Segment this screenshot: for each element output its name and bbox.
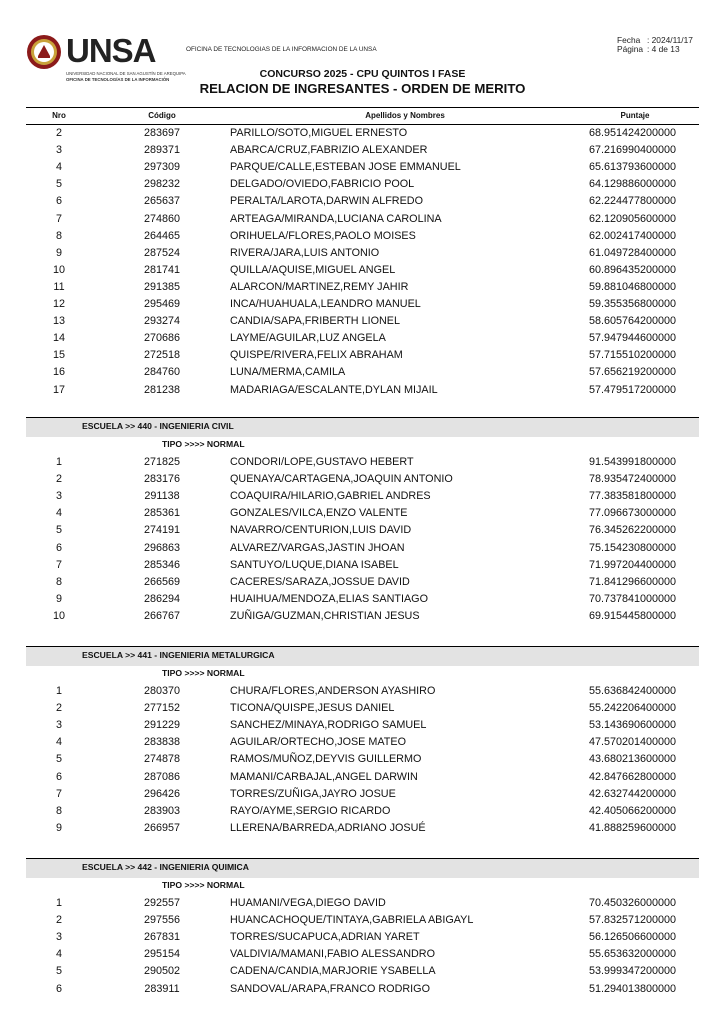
row-codigo: 296426 — [143, 787, 181, 800]
row-puntaje: 55.636842400000 — [589, 685, 677, 697]
row-nro: 3 — [55, 144, 62, 157]
row-puntaje: 57.832571200000 — [589, 914, 677, 927]
row-nro: 6 — [55, 541, 62, 554]
table-row — [0, 471, 725, 488]
row-nro: 5 — [55, 524, 62, 537]
table-row — [0, 751, 725, 768]
section-title: ESCUELA >> 440 - INGENIERIA CIVIL — [82, 421, 234, 431]
row-nro: 5 — [55, 753, 62, 766]
table-row — [0, 488, 725, 505]
table-row — [0, 330, 725, 347]
row-nombre: SANDOVAL/ARAPA,FRANCO RODRIGO — [230, 982, 430, 995]
row-codigo: 296863 — [143, 541, 181, 554]
row-nombre: CADENA/CANDIA,MARJORIE YSABELLA — [230, 965, 436, 978]
table-row — [0, 769, 725, 786]
table-row — [0, 364, 725, 381]
row-codigo: 283911 — [144, 982, 180, 995]
row-nombre: MADARIAGA/ESCALANTE,DYLAN MIJAIL — [230, 383, 438, 396]
row-codigo: 271825 — [143, 456, 181, 468]
row-codigo: 285346 — [143, 558, 181, 571]
row-nombre: CANDIA/SAPA,FRIBERTH LIONEL — [230, 315, 400, 328]
row-nro: 11 — [53, 280, 65, 293]
row-codigo: 281238 — [143, 383, 181, 396]
row-nro: 8 — [55, 229, 62, 242]
row-nombre: TICONA/QUISPE,JESUS DANIEL — [230, 702, 395, 715]
table-row — [0, 591, 725, 608]
row-nro: 3 — [55, 931, 62, 944]
row-puntaje: 42.405066200000 — [589, 804, 677, 817]
row-nro: 3 — [55, 490, 62, 503]
table-row — [0, 540, 725, 557]
row-nro: 6 — [55, 195, 62, 208]
row-nombre: INCA/HUAHUALA,LEANDRO MANUEL — [230, 298, 421, 310]
row-codigo: 270686 — [143, 332, 181, 345]
row-puntaje: 67.216990400000 — [589, 144, 677, 157]
row-nro: 7 — [55, 787, 62, 800]
row-nro: 13 — [52, 315, 65, 328]
row-codigo: 292557 — [143, 897, 181, 909]
row-puntaje: 60.896435200000 — [589, 263, 677, 276]
table-row — [0, 193, 725, 210]
office-name: OFICINA DE TECNOLOGIAS DE LA INFORMACION DE LA UNSA — [186, 46, 377, 53]
row-nro: 2 — [55, 127, 62, 139]
row-nro: 9 — [55, 246, 62, 259]
row-nombre: MAMANI/CARBAJAL,ANGEL DARWIN — [230, 770, 418, 783]
row-nro: 6 — [55, 982, 62, 995]
row-codigo: 290502 — [143, 965, 181, 978]
row-nro: 5 — [55, 178, 62, 191]
table-row — [0, 262, 725, 279]
row-nro: 8 — [55, 804, 62, 817]
row-puntaje: 69.915445800000 — [589, 609, 677, 622]
table-row — [0, 734, 725, 751]
table-row — [0, 683, 725, 700]
row-codigo: 291138 — [144, 490, 180, 503]
row-puntaje: 43.680213600000 — [589, 753, 677, 766]
row-puntaje: 70.450326000000 — [589, 897, 677, 909]
row-puntaje: 57.656219200000 — [589, 366, 677, 379]
row-nro: 9 — [55, 821, 62, 834]
table-row — [0, 557, 725, 574]
row-nombre: AGUILAR/ORTECHO,JOSE MATEO — [230, 736, 406, 749]
section-header — [26, 858, 699, 878]
row-nro: 7 — [55, 558, 62, 571]
row-puntaje: 57.715510200000 — [589, 349, 677, 362]
col-header-codigo: Código — [148, 111, 176, 120]
row-nombre: QUISPE/RIVERA,FELIX ABRAHAM — [230, 349, 403, 362]
logo-subtitle: UNIVERSIDAD NACIONAL DE SAN AGUSTÍN DE AREQUIPA — [66, 71, 186, 76]
row-codigo: 272518 — [143, 349, 181, 362]
row-codigo: 283903 — [143, 804, 181, 817]
table-row — [0, 159, 725, 176]
row-nro: 17 — [52, 383, 65, 396]
row-nombre: CONDORI/LOPE,GUSTAVO HEBERT — [230, 456, 414, 468]
row-codigo: 287524 — [143, 246, 181, 259]
table-row — [0, 211, 725, 228]
row-nombre: ARTEAGA/MIRANDA,LUCIANA CAROLINA — [230, 212, 442, 225]
table-row — [0, 505, 725, 522]
table-row — [0, 142, 725, 159]
row-nro: 2 — [55, 473, 62, 486]
row-puntaje: 42.632744200000 — [589, 787, 677, 800]
row-nombre: RAYO/AYME,SERGIO RICARDO — [230, 804, 391, 817]
row-nombre: HUAIHUA/MENDOZA,ELIAS SANTIAGO — [230, 592, 428, 605]
row-nombre: COAQUIRA/HILARIO,GABRIEL ANDRES — [230, 490, 431, 503]
row-puntaje: 57.479517200000 — [589, 383, 677, 396]
row-nro: 4 — [55, 507, 62, 520]
row-codigo: 283838 — [143, 736, 181, 749]
row-codigo: 285361 — [143, 507, 181, 520]
row-puntaje: 78.935472400000 — [589, 473, 677, 486]
row-puntaje: 59.355356800000 — [589, 298, 677, 310]
row-codigo: 266957 — [143, 821, 181, 834]
row-nro: 6 — [55, 770, 62, 783]
row-puntaje: 62.224477800000 — [589, 195, 677, 208]
row-nro: 3 — [55, 719, 62, 732]
table-row — [0, 820, 725, 837]
row-puntaje: 56.126506600000 — [589, 931, 677, 944]
section-title: ESCUELA >> 441 - INGENIERIA METALURGICA — [82, 650, 275, 660]
row-nombre: CHURA/FLORES,ANDERSON AYASHIRO — [230, 685, 436, 697]
table-row — [0, 522, 725, 539]
row-codigo: 265637 — [143, 195, 181, 208]
row-nombre: TORRES/SUCAPUCA,ADRIAN YARET — [230, 931, 420, 944]
row-codigo: 266767 — [143, 609, 181, 622]
row-nombre: LLERENA/BARREDA,ADRIANO JOSUÉ — [230, 821, 426, 834]
row-codigo: 264465 — [143, 229, 181, 242]
row-puntaje: 47.570201400000 — [589, 736, 677, 749]
row-nro: 10 — [52, 609, 65, 622]
logo-wordmark: UNSA — [66, 32, 156, 69]
table-row — [0, 382, 725, 399]
table-row — [0, 279, 725, 296]
row-puntaje: 42.847662800000 — [589, 770, 677, 783]
row-nombre: PARQUE/CALLE,ESTEBAN JOSE EMMANUEL — [230, 161, 461, 174]
col-header-nro: Nro — [52, 111, 66, 120]
row-nombre: HUANCACHOQUE/TINTAYA,GABRIELA ABIGAYL — [230, 914, 474, 927]
row-nombre: CACERES/SARAZA,JOSSUE DAVID — [230, 575, 410, 588]
table-row — [0, 929, 725, 946]
row-codigo: 297556 — [143, 914, 181, 927]
header-rule-top — [26, 107, 699, 108]
row-puntaje: 77.096673000000 — [589, 507, 677, 520]
row-nro: 4 — [55, 948, 62, 961]
row-nombre: SANCHEZ/MINAYA,RODRIGO SAMUEL — [230, 719, 427, 732]
table-row — [0, 245, 725, 262]
table-row — [0, 125, 725, 142]
row-nombre: PERALTA/LAROTA,DARWIN ALFREDO — [230, 195, 423, 208]
row-nombre: DELGADO/OVIEDO,FABRICIO POOL — [230, 178, 415, 191]
row-codigo: 277152 — [143, 702, 181, 715]
row-nro: 9 — [55, 592, 62, 605]
row-codigo: 291385 — [143, 280, 181, 293]
row-codigo: 291229 — [143, 719, 181, 732]
row-puntaje: 71.997204400000 — [589, 558, 677, 571]
row-nombre: ALVAREZ/VARGAS,JASTIN JHOAN — [230, 541, 405, 554]
row-puntaje: 76.345262200000 — [589, 524, 677, 537]
row-nombre: HUAMANI/VEGA,DIEGO DAVID — [230, 897, 386, 909]
row-puntaje: 70.737841000000 — [589, 592, 677, 605]
row-nombre: ABARCA/CRUZ,FABRIZIO ALEXANDER — [230, 144, 428, 157]
row-codigo: 295154 — [143, 948, 181, 961]
row-codigo: 274878 — [143, 753, 181, 766]
row-puntaje: 51.294013800000 — [589, 982, 677, 995]
table-row — [0, 912, 725, 929]
row-nro: 1 — [55, 456, 62, 468]
row-puntaje: 64.129886000000 — [589, 178, 677, 191]
table-row — [0, 786, 725, 803]
row-nro: 1 — [55, 897, 62, 909]
row-codigo: 274860 — [143, 212, 181, 225]
page-number: : 4 de 13 — [647, 44, 680, 54]
row-nombre: ALARCON/MARTINEZ,REMY JAHIR — [230, 280, 409, 293]
section-type: TIPO >>>> NORMAL — [162, 880, 245, 890]
table-row — [0, 574, 725, 591]
row-nombre: PARILLO/SOTO,MIGUEL ERNESTO — [230, 127, 408, 139]
table-row — [0, 296, 725, 313]
row-puntaje: 53.999347200000 — [589, 965, 677, 978]
row-puntaje: 68.951424200000 — [589, 127, 677, 139]
row-nro: 1 — [55, 685, 62, 697]
table-row — [0, 347, 725, 364]
row-nro: 10 — [52, 263, 65, 276]
table-row — [0, 981, 725, 998]
row-nombre: RAMOS/MUÑOZ,DEYVIS GUILLERMO — [230, 753, 422, 766]
row-nombre: ORIHUELA/FLORES,PAOLO MOISES — [230, 229, 416, 242]
table-row — [0, 608, 725, 625]
row-codigo: 286294 — [143, 592, 181, 605]
row-codigo: 287086 — [143, 770, 181, 783]
row-nro: 2 — [55, 702, 62, 715]
section-header — [26, 417, 699, 437]
row-puntaje: 71.841296600000 — [589, 575, 677, 588]
row-nombre: LUNA/MERMA,CAMILA — [230, 366, 346, 379]
section-type: TIPO >>>> NORMAL — [162, 439, 245, 449]
row-nombre: VALDIVIA/MAMANI,FABIO ALESSANDRO — [230, 948, 435, 961]
row-codigo: 283697 — [143, 127, 181, 139]
row-nombre: LAYME/AGUILAR,LUZ ANGELA — [230, 332, 386, 345]
row-puntaje: 55.653632000000 — [589, 948, 677, 961]
table-row — [0, 895, 725, 912]
row-nombre: GONZALES/VILCA,ENZO VALENTE — [230, 507, 408, 520]
table-row — [0, 803, 725, 820]
table-row — [0, 228, 725, 245]
contest-title: CONCURSO 2025 - CPU QUINTOS I FASE — [259, 68, 466, 80]
row-nombre: ZUÑIGA/GUZMAN,CHRISTIAN JESUS — [230, 609, 420, 622]
row-nombre: QUILLA/AQUISE,MIGUEL ANGEL — [230, 263, 396, 276]
unsa-seal-icon — [26, 34, 62, 70]
row-puntaje: 65.613793600000 — [589, 161, 677, 174]
row-nombre: RIVERA/JARA,LUIS ANTONIO — [230, 246, 380, 259]
row-nro: 8 — [55, 575, 62, 588]
row-nombre: NAVARRO/CENTURION,LUIS DAVID — [230, 524, 412, 537]
date-value: : 2024/11/17 — [647, 35, 693, 45]
logo-office: OFICINA DE TECNOLOGÍAS DE LA INFORMACIÓN — [66, 77, 170, 82]
row-codigo: 281741 — [143, 263, 181, 276]
table-row — [0, 963, 725, 980]
row-nro: 12 — [52, 298, 65, 310]
table-row — [0, 313, 725, 330]
page-label: Página — [617, 44, 644, 54]
row-codigo: 266569 — [143, 575, 181, 588]
row-nro: 7 — [55, 212, 62, 225]
row-codigo: 267831 — [143, 931, 181, 944]
row-codigo: 274191 — [143, 524, 181, 537]
row-nro: 5 — [55, 965, 62, 978]
section-type: TIPO >>>> NORMAL — [162, 668, 245, 678]
row-nro: 14 — [52, 332, 65, 345]
row-nro: 16 — [52, 366, 65, 379]
row-codigo: 298232 — [143, 178, 181, 191]
section-title: ESCUELA >> 442 - INGENIERIA QUIMICA — [82, 862, 249, 872]
row-nro: 4 — [55, 736, 62, 749]
row-puntaje: 41.888259600000 — [589, 821, 677, 834]
row-codigo: 293274 — [143, 315, 181, 328]
row-codigo: 283176 — [143, 473, 181, 486]
row-puntaje: 62.002417400000 — [589, 229, 677, 242]
row-nombre: SANTUYO/LUQUE,DIANA ISABEL — [230, 558, 399, 571]
row-codigo: 297309 — [143, 161, 181, 174]
row-puntaje: 62.120905600000 — [589, 212, 677, 225]
col-header-nombres: Apellidos y Nombres — [365, 111, 445, 120]
row-puntaje: 75.154230800000 — [589, 541, 677, 554]
date-label: Fecha — [617, 35, 641, 45]
row-puntaje: 59.881046800000 — [589, 280, 677, 293]
table-row — [0, 454, 725, 471]
row-codigo: 289371 — [143, 144, 181, 157]
report-title: RELACION DE INGRESANTES - ORDEN DE MERITO — [199, 81, 526, 96]
table-row — [0, 700, 725, 717]
row-nro: 4 — [55, 161, 62, 174]
row-puntaje: 53.143690600000 — [589, 719, 677, 732]
row-codigo: 280370 — [143, 685, 181, 697]
row-nro: 15 — [52, 349, 65, 362]
row-nombre: QUENAYA/CARTAGENA,JOAQUIN ANTONIO — [230, 473, 453, 486]
table-row — [0, 946, 725, 963]
row-puntaje: 77.383581800000 — [589, 490, 677, 503]
row-puntaje: 58.605764200000 — [589, 315, 677, 328]
row-codigo: 295469 — [143, 298, 181, 310]
row-nro: 2 — [55, 914, 62, 927]
table-row — [0, 176, 725, 193]
table-row — [0, 717, 725, 734]
row-nombre: TORRES/ZUÑIGA,JAYRO JOSUE — [230, 787, 396, 800]
section-header — [26, 646, 699, 666]
row-puntaje: 91.543991800000 — [589, 456, 677, 468]
row-puntaje: 55.242206400000 — [589, 702, 677, 715]
col-header-puntaje: Puntaje — [620, 111, 650, 120]
row-puntaje: 61.049728400000 — [589, 246, 677, 259]
row-puntaje: 57.947944600000 — [589, 332, 677, 345]
row-codigo: 284760 — [143, 366, 181, 379]
